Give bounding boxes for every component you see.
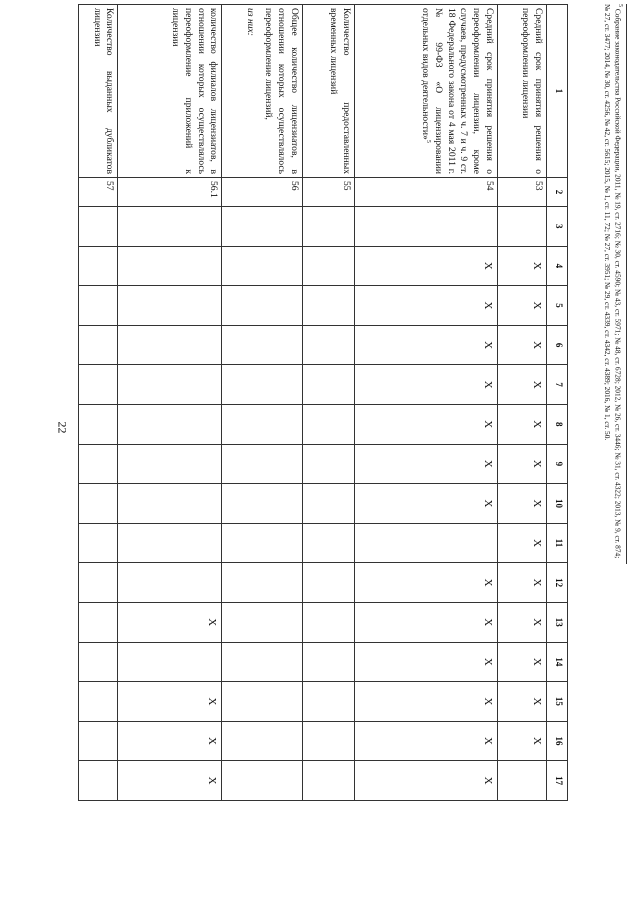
table-row (118, 5, 222, 801)
cross-mark-cell: X (497, 325, 546, 365)
cross-mark-cell: X (354, 642, 497, 682)
empty-cell (79, 404, 118, 444)
license-report-table (78, 4, 568, 801)
empty-cell (302, 246, 354, 286)
empty-cell (79, 444, 118, 484)
column-header-16: 16 (547, 721, 568, 761)
footnote-text: Собрание законодательства Российской Федерации, 2011, № 19, ст. 2716; № 30, ст. 4590; № 43, ст. 5971; № 48, ст. 6728; 2012, № 26, ст. 3446; № 31, ст. 4322; 2013, № 9, ст. 874; № 27, ст. 3477; 2014, № 30, ст. 4256, № 42, ст. 5615; 2015, № 1, ст. 11, 72; № 27, ст. 3951; № 29, ст. 4339, ст. 4342, ст. 4389; 2016, № 1, ст. 50. (602, 4, 623, 559)
table-row (302, 5, 354, 801)
empty-cell (302, 602, 354, 642)
table-row (79, 5, 118, 801)
empty-cell (118, 286, 222, 326)
column-header-5: 5 (547, 286, 568, 326)
column-header-8: 8 (547, 404, 568, 444)
cross-mark-cell: X (497, 602, 546, 642)
footnote-ref-mark: 5 (425, 139, 432, 143)
cross-mark-cell: X (354, 365, 497, 405)
empty-cell (118, 642, 222, 682)
column-header-7: 7 (547, 365, 568, 405)
empty-cell (222, 602, 302, 642)
empty-cell (302, 207, 354, 247)
empty-cell (302, 721, 354, 761)
row-code: 56 (222, 178, 302, 207)
row-indicator-name (222, 5, 302, 178)
rotated-table-container (78, 4, 568, 801)
row-code: 55 (302, 178, 354, 207)
empty-cell (302, 444, 354, 484)
empty-cell (222, 365, 302, 405)
empty-cell (118, 365, 222, 405)
empty-cell (222, 761, 302, 801)
empty-cell (222, 286, 302, 326)
empty-cell (79, 682, 118, 722)
empty-cell (79, 523, 118, 563)
cross-mark-cell: X (497, 721, 546, 761)
row-code: 53 (497, 178, 546, 207)
empty-cell (79, 642, 118, 682)
empty-cell (302, 286, 354, 326)
column-header-4: 4 (547, 246, 568, 286)
cross-mark-cell: X (354, 246, 497, 286)
empty-cell (118, 246, 222, 286)
cross-mark-cell: X (354, 286, 497, 326)
cross-mark-cell: X (354, 325, 497, 365)
empty-cell (497, 761, 546, 801)
empty-cell (302, 682, 354, 722)
empty-cell (302, 523, 354, 563)
column-header-6: 6 (547, 325, 568, 365)
cross-mark-cell: X (497, 523, 546, 563)
table-row (354, 5, 497, 801)
cross-mark-cell: X (497, 365, 546, 405)
empty-cell (222, 721, 302, 761)
empty-cell (302, 642, 354, 682)
empty-cell (118, 484, 222, 524)
column-header-11: 11 (547, 523, 568, 563)
empty-cell (302, 563, 354, 603)
column-header-15: 15 (547, 682, 568, 722)
row-name-text: Средний срок принятия решения о переоформлении лицензии (520, 8, 544, 174)
empty-cell (222, 523, 302, 563)
empty-cell (79, 325, 118, 365)
cross-mark-cell: X (118, 761, 222, 801)
cross-mark-cell: X (354, 484, 497, 524)
column-header-17: 17 (547, 761, 568, 801)
cross-mark-cell: X (497, 286, 546, 326)
empty-cell (118, 563, 222, 603)
row-indicator-name (118, 5, 222, 178)
cross-mark-cell: X (118, 721, 222, 761)
column-header-1: 1 (547, 5, 568, 178)
row-name-text: Общее количество лицензиатов, в отношении которых осуществлялось переоформление лицензий, (263, 8, 300, 174)
empty-cell (222, 246, 302, 286)
cross-mark-cell: X (354, 563, 497, 603)
footnote (601, 4, 627, 564)
row-code: 57 (79, 178, 118, 207)
cross-mark-cell: X (354, 721, 497, 761)
column-header-9: 9 (547, 444, 568, 484)
row-name-text: Количество предоставленных временных лицензий (327, 8, 352, 174)
cross-mark-cell: X (354, 602, 497, 642)
row-indicator-name (302, 5, 354, 178)
empty-cell (302, 484, 354, 524)
empty-cell (354, 523, 497, 563)
empty-cell (79, 484, 118, 524)
cross-mark-cell: X (354, 761, 497, 801)
empty-cell (118, 523, 222, 563)
empty-cell (222, 444, 302, 484)
column-header-2: 2 (547, 178, 568, 207)
page-number: 22 (55, 421, 70, 434)
empty-cell (302, 325, 354, 365)
empty-cell (222, 682, 302, 722)
cross-mark-cell: X (354, 444, 497, 484)
cross-mark-cell: X (118, 602, 222, 642)
row-indicator-name (354, 5, 497, 178)
empty-cell (222, 563, 302, 603)
cross-mark-cell: X (497, 246, 546, 286)
empty-cell (222, 484, 302, 524)
empty-cell (79, 246, 118, 286)
column-number-row (547, 5, 568, 801)
empty-cell (79, 721, 118, 761)
cross-mark-cell: X (497, 682, 546, 722)
empty-cell (118, 325, 222, 365)
row-code: 54 (354, 178, 497, 207)
empty-cell (302, 365, 354, 405)
column-header-14: 14 (547, 642, 568, 682)
empty-cell (118, 207, 222, 247)
empty-cell (79, 563, 118, 603)
empty-cell (79, 286, 118, 326)
table-row (497, 5, 546, 801)
empty-cell (118, 404, 222, 444)
footnote-ref: 5 (617, 4, 623, 7)
row-code: 56.1 (118, 178, 222, 207)
cross-mark-cell: X (118, 682, 222, 722)
row-name-text: Количество выданных дубликатов лицензии (91, 8, 116, 174)
cross-mark-cell: X (354, 682, 497, 722)
empty-cell (79, 365, 118, 405)
row-name-text: Средний срок принятия решения о переоформлении лицензии, кроме случаев, предусмотренных ч. 7 и ч. 9 ст. 18 Федерального закона от 4 мая 2011 г. № 99-ФЗ «О лицензировании отдельных видов деятельности» (420, 8, 495, 174)
cross-mark-cell: X (497, 404, 546, 444)
empty-cell (302, 404, 354, 444)
empty-cell (302, 761, 354, 801)
empty-cell (354, 207, 497, 247)
table-body (79, 5, 547, 801)
column-header-10: 10 (547, 484, 568, 524)
row-indicator-name (79, 5, 118, 178)
empty-cell (79, 761, 118, 801)
column-header-12: 12 (547, 563, 568, 603)
empty-cell (222, 404, 302, 444)
row-name-text: количество филиалов лицензиатов, в отношении которых осуществлялось переоформление приложений к лицензии (170, 8, 220, 174)
cross-mark-cell: X (497, 444, 546, 484)
cross-mark-cell: X (497, 563, 546, 603)
column-header-3: 3 (547, 207, 568, 247)
empty-cell (79, 207, 118, 247)
row-subheading: из них: (244, 8, 256, 36)
cross-mark-cell: X (354, 404, 497, 444)
table-row (222, 5, 302, 801)
column-header-13: 13 (547, 602, 568, 642)
empty-cell (118, 444, 222, 484)
cross-mark-cell: X (497, 642, 546, 682)
empty-cell (222, 325, 302, 365)
empty-cell (79, 602, 118, 642)
footnote-container (585, 4, 627, 899)
empty-cell (222, 207, 302, 247)
cross-mark-cell: X (497, 484, 546, 524)
empty-cell (497, 207, 546, 247)
empty-cell (222, 642, 302, 682)
row-indicator-name (497, 5, 546, 178)
